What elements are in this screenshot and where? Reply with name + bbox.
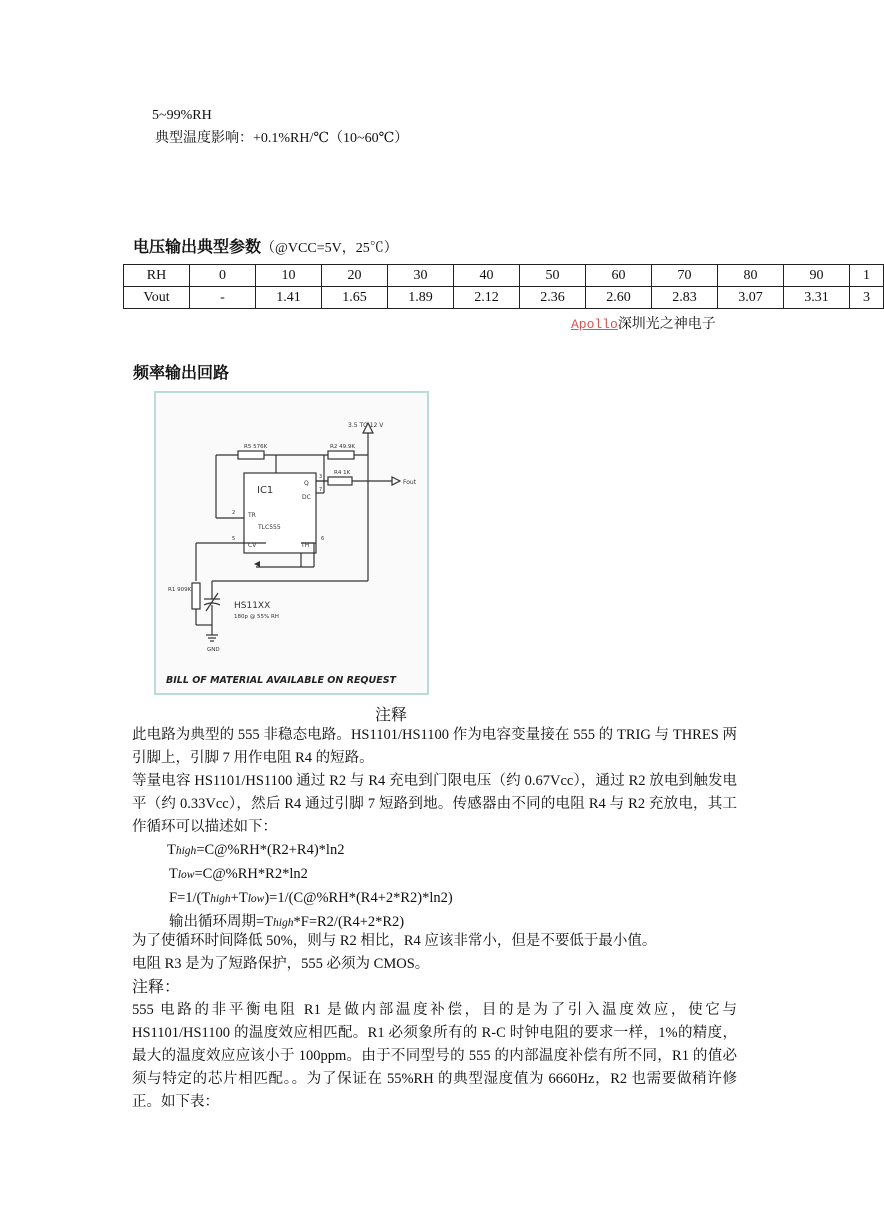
- gnd-label: GND: [207, 647, 220, 653]
- brand-text: 深圳光之神电子: [617, 317, 716, 332]
- circuit-schematic: [156, 393, 427, 693]
- paragraph-circuit-description: 此电路为典型的 555 非稳态电路。HS1101/HS1100 作为电容变量接在 555 的 TRIG 与 THRES 两引脚上，引脚 7 用作电阻 R4 的短路。: [132, 727, 737, 766]
- sensor-label: HS11XX: [234, 601, 271, 611]
- frequency-output-heading: 频率输出回路: [133, 363, 230, 382]
- table-cell: 80: [718, 265, 784, 287]
- brand-name: Apollo: [571, 317, 618, 332]
- row-label-rh: RH: [124, 265, 190, 287]
- row-label-vout: Vout: [124, 287, 190, 309]
- paragraph-r1-compensation: 555 电路的非平衡电阻 R1 是做内部温度补偿，目的是为了引入温度效应，使它与 HS1101/HS1100 的温度效应相匹配。R1 必须象所有的 R-C 时钟电阻的要求一样，1%的精度，最大的温度效应应该小于 100ppm。由于不同型号的 555 的内部温度补偿有所不同，R1 的值必须与特定的芯片相匹配。。为了保证在 55%RH 的典型湿度值为 6660Hz，R2 也需要做稍许修正。如下表：: [132, 1002, 737, 1110]
- eq-part: 输出循环周期=T: [169, 914, 274, 930]
- eq-subscript: high: [273, 917, 294, 929]
- table-cell: 2.36: [520, 287, 586, 309]
- table-cell: 2.12: [454, 287, 520, 309]
- voltage-output-heading: [133, 234, 398, 257]
- eq-part: +T: [230, 890, 248, 906]
- ic-part-label: TLC555: [258, 524, 281, 531]
- table-cell: 1.89: [388, 287, 454, 309]
- table-cell: -: [190, 287, 256, 309]
- table-cell: 1.65: [322, 287, 388, 309]
- r1-label: R1 909K: [168, 587, 192, 593]
- circuit-diagram: [154, 391, 429, 695]
- eq-subscript: low: [177, 869, 195, 881]
- table-row-rh: [124, 265, 884, 287]
- eq-part: F=1/(T: [169, 890, 211, 906]
- equation-t-low: [169, 862, 308, 887]
- table-cell: 3: [850, 287, 884, 309]
- equation-frequency: [169, 886, 453, 911]
- voltage-output-title: 电压输出典型参数: [133, 237, 262, 256]
- eq-symbol: T: [169, 866, 178, 882]
- table-cell: 1.41: [256, 287, 322, 309]
- eq-body: =C@%RH*(R2+R4)*ln2: [196, 842, 345, 858]
- table-cell: 1: [850, 265, 884, 287]
- supply-label: 3.5 TO 12 V: [348, 422, 384, 429]
- table-cell: 2.60: [586, 287, 652, 309]
- r2-label: R2 49.9K: [330, 444, 355, 450]
- table-cell: 90: [784, 265, 850, 287]
- table-cell: 40: [454, 265, 520, 287]
- voltage-output-condition: （@VCC=5V，25℃）: [261, 241, 398, 256]
- sensor-spec-label: 180p @ 55% RH: [234, 614, 279, 620]
- pin5-label: 5: [232, 536, 236, 542]
- eq-part: *F=R2/(R4+2*R2): [293, 914, 405, 930]
- figure-caption: 注释: [375, 707, 408, 724]
- pin6-label: 6: [321, 536, 325, 542]
- r4-label: R4 1K: [334, 470, 351, 476]
- paragraph-charge-discharge: 等量电容 HS1101/HS1100 通过 R2 与 R4 充电到门限电压（约 0.67Vcc），通过 R2 放电到触发电平（约 0.33Vcc），然后 R4 通过引脚 7 短路到地。传感器由不同的电阻 R4 与 R2 充放电，其工作循环可以描述如下：: [132, 773, 737, 835]
- table-row-vout: [124, 287, 884, 309]
- pin-cv-label: CV: [248, 542, 257, 549]
- table-cell: 10: [256, 265, 322, 287]
- voltage-output-table: [123, 264, 884, 309]
- eq-part: )=1/(C@%RH*(R4+2*R2)*ln2): [264, 890, 453, 906]
- eq-body: =C@%RH*R2*ln2: [194, 866, 308, 882]
- eq-subscript: high: [210, 893, 231, 905]
- pin-dc-label: DC: [302, 494, 311, 501]
- table-cell: 30: [388, 265, 454, 287]
- table-cell: 2.83: [652, 287, 718, 309]
- r5-label: R5 576K: [244, 444, 268, 450]
- humidity-range-line: 5~99%RH: [152, 108, 212, 123]
- ic-name-label: IC1: [257, 485, 274, 496]
- pin3-label: 3: [319, 474, 323, 480]
- equation-t-high: [167, 838, 344, 863]
- table-cell: 70: [652, 265, 718, 287]
- pin-tr-label: TR: [248, 512, 256, 519]
- paragraph-cycle-time: 为了使循环时间降低 50%，则与 R2 相比，R4 应该非常小，但是不要低于最小值。: [132, 933, 657, 949]
- bom-banner: BILL OF MATERIAL AVAILABLE ON REQUEST: [166, 675, 397, 686]
- table-cell: 20: [322, 265, 388, 287]
- table-cell: 3.07: [718, 287, 784, 309]
- brand-line: [571, 316, 716, 333]
- eq-subscript: low: [247, 893, 265, 905]
- table-cell: 3.31: [784, 287, 850, 309]
- pin-th-label: TH: [301, 542, 310, 549]
- pin7-label: 7: [319, 487, 323, 493]
- fout-label: Fout: [403, 479, 417, 486]
- table-cell: 0: [190, 265, 256, 287]
- pin-q-label: Q: [304, 480, 309, 487]
- eq-subscript: high: [175, 845, 197, 857]
- note-label: 注释：: [132, 979, 181, 996]
- pin2-label: 2: [232, 510, 236, 516]
- table-cell: 50: [520, 265, 586, 287]
- paragraph-r3: 电阻 R3 是为了短路保护，555 必须为 CMOS。: [132, 956, 430, 972]
- temperature-effect-line: 典型温度影响：+0.1%RH/℃（10~60℃）: [155, 131, 409, 146]
- table-cell: 60: [586, 265, 652, 287]
- eq-symbol: T: [167, 842, 176, 858]
